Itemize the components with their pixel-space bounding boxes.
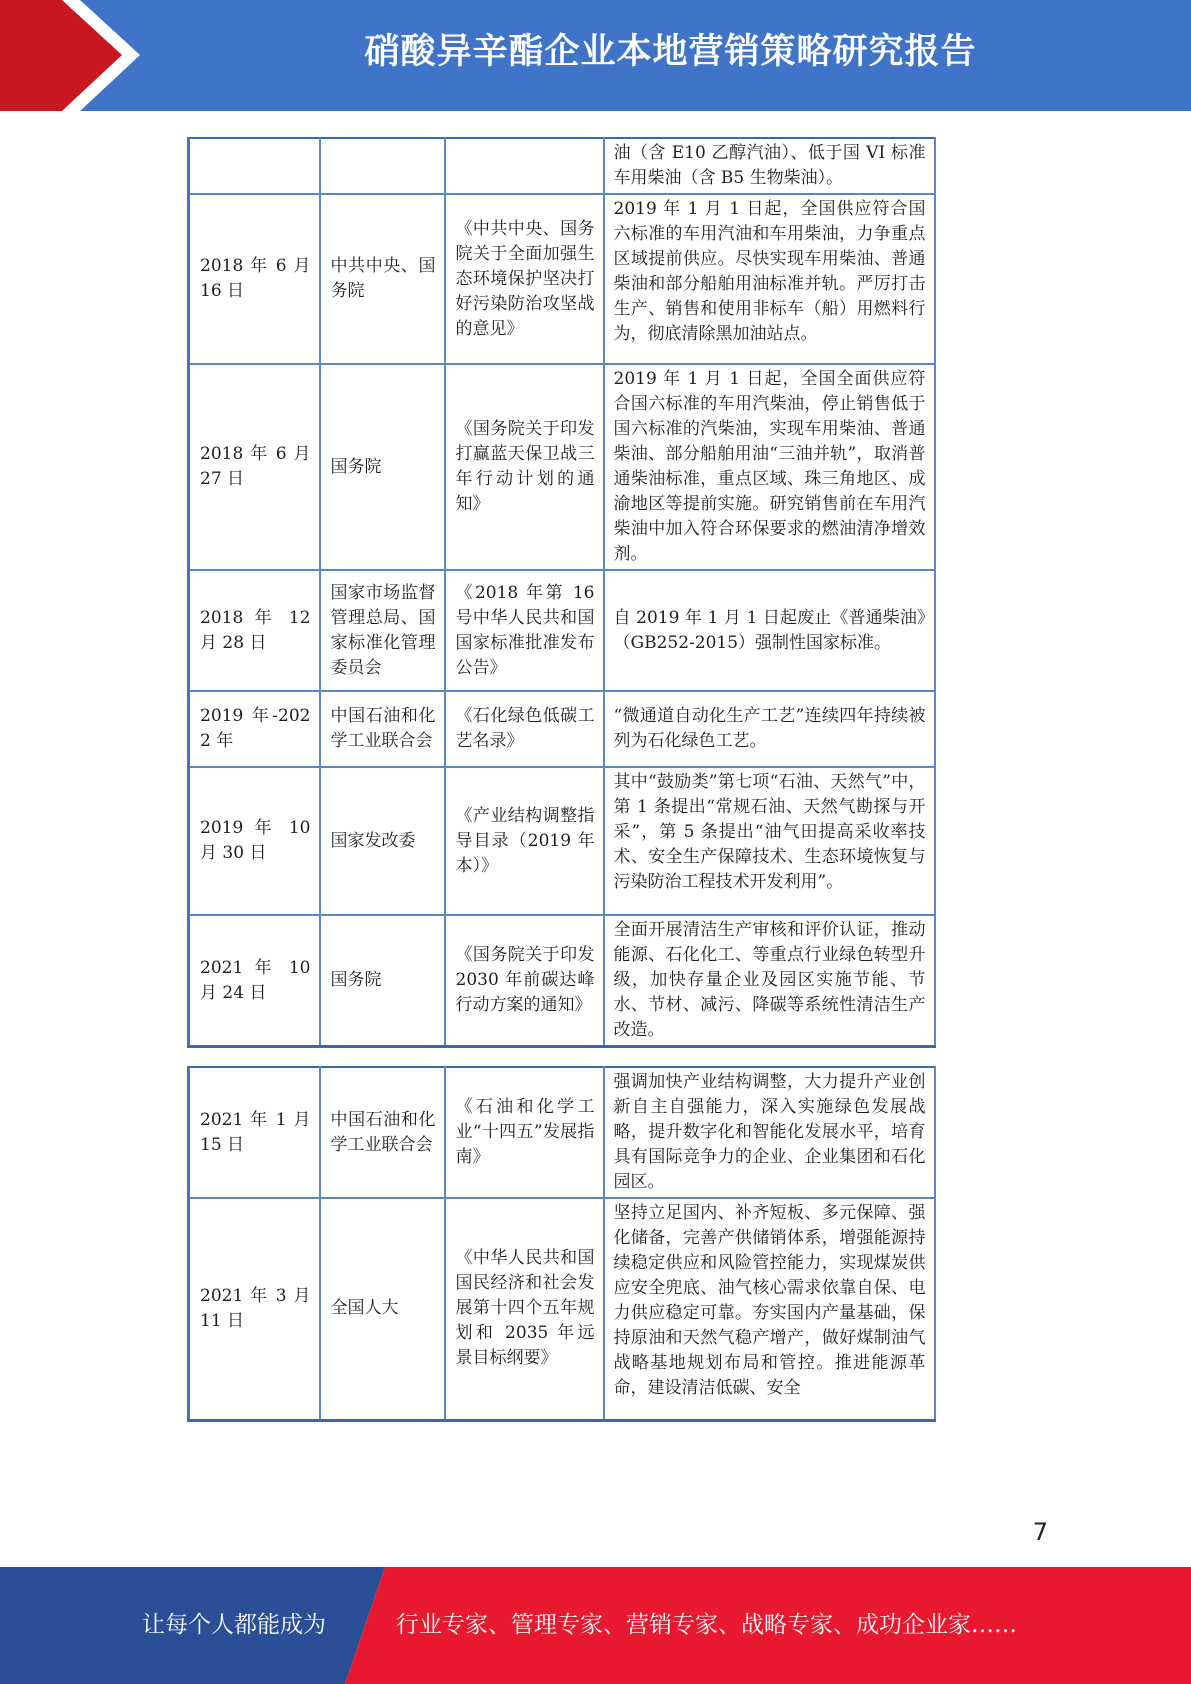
content-cell: 全面开展清洁生产审核和评价认证，推动能源、石化化工、等重点行业绿色转型升级，加快存量企业及园区实施节能、节水、节材、减污、降碳等系统性清洁生产改造。 (604, 915, 935, 1047)
page-number: 7 (1032, 1518, 1048, 1546)
date-cell (189, 138, 320, 194)
policy-table-next-page (187, 1066, 936, 1422)
date-cell: 2018 年 6 月 16 日 (189, 194, 320, 364)
table-row (189, 570, 935, 691)
document-cell: 《国务院关于印发打赢蓝天保卫战三年行动计划的通知》 (445, 364, 604, 570)
issuer-cell: 中共中央、国务院 (320, 194, 445, 364)
document-cell: 《石油和化学工业“十四五”发展指南》 (445, 1067, 604, 1198)
table-row (189, 364, 935, 570)
issuer-cell: 国务院 (320, 364, 445, 570)
page-header (0, 0, 1191, 111)
page-footer (0, 1567, 1191, 1684)
policy-table-continued (187, 137, 936, 1048)
content-cell: “微通道自动化生产工艺”连续四年持续被列为石化绿色工艺。 (604, 691, 935, 767)
header-chevron-decoration (0, 0, 160, 111)
issuer-cell: 中国石油和化学工业联合会 (320, 1067, 445, 1198)
document-cell: 《2018 年第 16 号中华人民共和国国家标准批准发布公告》 (445, 570, 604, 691)
document-cell: 《国务院关于印发 2030 年前碳达峰行动方案的通知》 (445, 915, 604, 1047)
document-cell: 《石化绿色低碳工艺名录》 (445, 691, 604, 767)
content-cell: 油（含 E10 乙醇汽油）、低于国 VI 标准车用柴油（含 B5 生物柴油）。 (604, 138, 935, 194)
document-cell: 《中共中央、国务院关于全面加强生态环境保护坚决打好污染防治攻坚战的意见》 (445, 194, 604, 364)
issuer-cell: 全国人大 (320, 1198, 445, 1420)
issuer-cell (320, 138, 445, 194)
table-row (189, 138, 935, 194)
date-cell: 2021 年 3 月 11 日 (189, 1198, 320, 1420)
date-cell: 2018 年 12 月 28 日 (189, 570, 320, 691)
date-cell: 2021 年 1 月 15 日 (189, 1067, 320, 1198)
table-row (189, 194, 935, 364)
issuer-cell: 中国石油和化学工业联合会 (320, 691, 445, 767)
footer-slogan-right: 行业专家、管理专家、营销专家、战略专家、成功企业家…… (396, 1612, 1017, 1638)
table-row (189, 1198, 935, 1420)
table-row (189, 915, 935, 1047)
content-cell: 坚持立足国内、补齐短板、多元保障、强化储备，完善产供储销体系，增强能源持续稳定供应和风险管控能力，实现煤炭供应安全兜底、油气核心需求依靠自保、电力供应稳定可靠。夯实国内产量基础，保持原油和天然气稳产增产，做好煤制油气战略基地规划布局和管控。推进能源革命，建设清洁低碳、安全 (604, 1198, 935, 1420)
table-row (189, 691, 935, 767)
date-cell: 2019 年-2022 年 (189, 691, 320, 767)
document-cell: 《产业结构调整指导目录（2019 年本）》 (445, 767, 604, 915)
content-cell: 2019 年 1 月 1 日起，全国供应符合国六标准的车用汽油和车用柴油，力争重点区域提前供应。尽快实现车用柴油、普通柴油和部分船舶用油标准并轨。严厉打击生产、销售和使用非标车（船）用燃料行为，彻底清除黑加油站点。 (604, 194, 935, 364)
content-cell: 自 2019 年 1 月 1 日起废止《普通柴油》（GB252-2015）强制性国家标准。 (604, 570, 935, 691)
footer-slogan-left: 让每个人都能成为 (142, 1612, 326, 1638)
date-cell: 2019 年 10 月 30 日 (189, 767, 320, 915)
document-cell: 《中华人民共和国国民经济和社会发展第十四个五年规划和 2035 年远景目标纲要》 (445, 1198, 604, 1420)
date-cell: 2018 年 6 月 27 日 (189, 364, 320, 570)
content-cell: 强调加快产业结构调整，大力提升产业创新自主自强能力，深入实施绿色发展战略，提升数字化和智能化发展水平，培育具有国际竞争力的企业、企业集团和石化园区。 (604, 1067, 935, 1198)
table-row (189, 1067, 935, 1198)
report-title: 硝酸异辛酯企业本地营销策略研究报告 (364, 32, 977, 72)
issuer-cell: 国务院 (320, 915, 445, 1047)
content-cell: 2019 年 1 月 1 日起，全国全面供应符合国六标准的车用汽柴油，停止销售低于国六标准的汽柴油，实现车用柴油、普通柴油、部分船舶用油“三油并轨”，取消普通柴油标准，重点区域、珠三角地区、成渝地区等提前实施。研究销售前在车用汽柴油中加入符合环保要求的燃油清净增效剂。 (604, 364, 935, 570)
content-cell: 其中“鼓励类”第七项“石油、天然气”中，第 1 条提出“常规石油、天然气勘探与开采”，第 5 条提出“油气田提高采收率技术、安全生产保障技术、生态环境恢复与污染防治工程技术开发利用”。 (604, 767, 935, 915)
date-cell: 2021 年 10 月 24 日 (189, 915, 320, 1047)
table-row (189, 767, 935, 915)
issuer-cell: 国家发改委 (320, 767, 445, 915)
issuer-cell: 国家市场监督管理总局、国家标准化管理委员会 (320, 570, 445, 691)
document-cell (445, 138, 604, 194)
